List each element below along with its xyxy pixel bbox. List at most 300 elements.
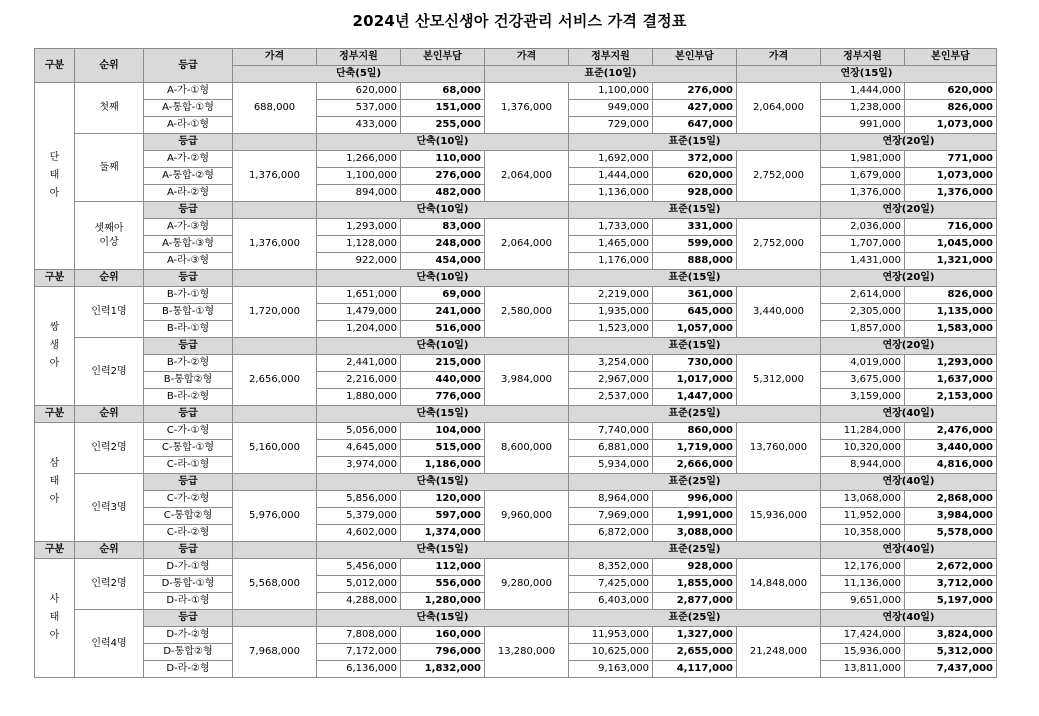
gov-support-cell: 922,000: [317, 253, 401, 270]
grade-cell: D-통합-①형: [144, 576, 233, 593]
self-pay-cell: 5,197,000: [905, 593, 997, 610]
grade-cell: B-통합-①형: [144, 304, 233, 321]
self-pay-cell: 826,000: [905, 100, 997, 117]
grade-cell: B-라-①형: [144, 321, 233, 338]
gov-support-cell: 12,176,000: [821, 559, 905, 576]
gov-support-cell: 8,944,000: [821, 457, 905, 474]
gov-support-cell: 1,479,000: [317, 304, 401, 321]
grade-cell: D-가-②형: [144, 627, 233, 644]
period-label: 단축(15일): [317, 474, 569, 491]
gov-support-cell: 949,000: [569, 100, 653, 117]
period-price-blank: [233, 338, 317, 355]
period-row: [35, 610, 997, 627]
grade-cell: A-가-③형: [144, 219, 233, 236]
gov-support-cell: 729,000: [569, 117, 653, 134]
self-pay-cell: 160,000: [401, 627, 485, 644]
self-pay-cell: 888,000: [653, 253, 737, 270]
price-cell: 1,376,000: [233, 151, 317, 202]
period-price-blank: [233, 406, 317, 423]
period-label: 단축(10일): [317, 134, 569, 151]
grade-cell: D-라-②형: [144, 661, 233, 678]
self-pay-cell: 1,376,000: [905, 185, 997, 202]
self-pay-cell: 5,312,000: [905, 644, 997, 661]
period-label: 표준(25일): [569, 542, 821, 559]
self-pay-cell: 515,000: [401, 440, 485, 457]
period-price-blank: [233, 610, 317, 627]
gov-support-cell: 433,000: [317, 117, 401, 134]
gov-support-cell: 5,856,000: [317, 491, 401, 508]
header-gov-support: 정부지원: [569, 49, 653, 66]
self-pay-cell: 1,327,000: [653, 627, 737, 644]
gov-support-cell: 1,651,000: [317, 287, 401, 304]
period-label: 연장(20일): [821, 202, 997, 219]
gov-support-cell: 1,238,000: [821, 100, 905, 117]
gov-support-cell: 8,352,000: [569, 559, 653, 576]
gov-support-cell: 1,100,000: [569, 83, 653, 100]
header-gov-support: 정부지원: [821, 49, 905, 66]
self-pay-cell: 1,073,000: [905, 117, 997, 134]
gov-support-cell: 537,000: [317, 100, 401, 117]
gov-support-cell: 2,305,000: [821, 304, 905, 321]
gov-support-cell: 5,379,000: [317, 508, 401, 525]
gov-support-cell: 1,176,000: [569, 253, 653, 270]
gov-support-cell: 7,425,000: [569, 576, 653, 593]
self-pay-cell: 361,000: [653, 287, 737, 304]
section-header-rank: 순위: [75, 406, 144, 423]
gov-support-cell: 6,403,000: [569, 593, 653, 610]
header-row: [35, 49, 997, 66]
self-pay-cell: 7,437,000: [905, 661, 997, 678]
gov-support-cell: 5,012,000: [317, 576, 401, 593]
self-pay-cell: 716,000: [905, 219, 997, 236]
period-label: 표준(15일): [569, 134, 821, 151]
period-row: [35, 474, 997, 491]
gov-support-cell: 1,981,000: [821, 151, 905, 168]
self-pay-cell: 2,153,000: [905, 389, 997, 406]
gov-support-cell: 620,000: [317, 83, 401, 100]
period-label: 표준(25일): [569, 406, 821, 423]
self-pay-cell: 2,868,000: [905, 491, 997, 508]
header-period-short: 단축(5일): [233, 66, 485, 83]
period-label: 연장(40일): [821, 406, 997, 423]
self-pay-cell: 928,000: [653, 185, 737, 202]
gov-support-cell: 1,431,000: [821, 253, 905, 270]
table-row: [35, 559, 997, 576]
self-pay-cell: 112,000: [401, 559, 485, 576]
gov-support-cell: 5,056,000: [317, 423, 401, 440]
gov-support-cell: 1,692,000: [569, 151, 653, 168]
gov-support-cell: 1,880,000: [317, 389, 401, 406]
period-label: 표준(15일): [569, 270, 821, 287]
gov-support-cell: 1,733,000: [569, 219, 653, 236]
header-grade: 등급: [144, 49, 233, 83]
price-cell: 1,720,000: [233, 287, 317, 338]
price-cell: 2,752,000: [737, 151, 821, 202]
price-cell: 14,848,000: [737, 559, 821, 610]
rank-cell: 둘째: [75, 134, 144, 202]
price-cell: 2,580,000: [485, 287, 569, 338]
price-cell: 2,656,000: [233, 355, 317, 406]
period-row-grade: 등급: [144, 202, 233, 219]
self-pay-cell: 516,000: [401, 321, 485, 338]
self-pay-cell: 331,000: [653, 219, 737, 236]
self-pay-cell: 1,135,000: [905, 304, 997, 321]
section-header-rank: 순위: [75, 270, 144, 287]
self-pay-cell: 1,637,000: [905, 372, 997, 389]
gov-support-cell: 1,857,000: [821, 321, 905, 338]
price-cell: 2,064,000: [737, 83, 821, 134]
period-price-blank: [233, 270, 317, 287]
category-cell: 사 태 아: [35, 559, 75, 678]
gov-support-cell: 4,288,000: [317, 593, 401, 610]
self-pay-cell: 151,000: [401, 100, 485, 117]
self-pay-cell: 796,000: [401, 644, 485, 661]
self-pay-cell: 4,816,000: [905, 457, 997, 474]
self-pay-cell: 215,000: [401, 355, 485, 372]
gov-support-cell: 3,675,000: [821, 372, 905, 389]
period-label: 단축(15일): [317, 406, 569, 423]
gov-support-cell: 1,707,000: [821, 236, 905, 253]
grade-cell: B-라-②형: [144, 389, 233, 406]
period-label: 연장(40일): [821, 610, 997, 627]
section-header-gubun: 구분: [35, 542, 75, 559]
self-pay-cell: 1,321,000: [905, 253, 997, 270]
grade-cell: C-통합②형: [144, 508, 233, 525]
price-cell: 13,280,000: [485, 627, 569, 678]
self-pay-cell: 2,877,000: [653, 593, 737, 610]
section-header-grade: 등급: [144, 270, 233, 287]
grade-cell: B-가-①형: [144, 287, 233, 304]
grade-cell: C-라-①형: [144, 457, 233, 474]
price-cell: 15,936,000: [737, 491, 821, 542]
period-label: 연장(20일): [821, 134, 997, 151]
self-pay-cell: 647,000: [653, 117, 737, 134]
gov-support-cell: 9,651,000: [821, 593, 905, 610]
price-cell: 9,960,000: [485, 491, 569, 542]
self-pay-cell: 556,000: [401, 576, 485, 593]
self-pay-cell: 645,000: [653, 304, 737, 321]
gov-support-cell: 15,936,000: [821, 644, 905, 661]
period-label: 표준(25일): [569, 610, 821, 627]
period-label: 연장(20일): [821, 270, 997, 287]
table-row: [35, 287, 997, 304]
period-row-grade: 등급: [144, 474, 233, 491]
gov-support-cell: 1,136,000: [569, 185, 653, 202]
header-price: 가격: [233, 49, 317, 66]
grade-cell: B-통합②형: [144, 372, 233, 389]
grade-cell: A-가-①형: [144, 83, 233, 100]
self-pay-cell: 5,578,000: [905, 525, 997, 542]
price-cell: 3,440,000: [737, 287, 821, 338]
gov-support-cell: 6,136,000: [317, 661, 401, 678]
price-cell: 1,376,000: [485, 83, 569, 134]
section-header-gubun: 구분: [35, 270, 75, 287]
self-pay-cell: 771,000: [905, 151, 997, 168]
self-pay-cell: 2,672,000: [905, 559, 997, 576]
self-pay-cell: 440,000: [401, 372, 485, 389]
self-pay-cell: 597,000: [401, 508, 485, 525]
period-row: [35, 202, 997, 219]
price-cell: 13,760,000: [737, 423, 821, 474]
self-pay-cell: 1,057,000: [653, 321, 737, 338]
period-label: 연장(40일): [821, 542, 997, 559]
self-pay-cell: 2,476,000: [905, 423, 997, 440]
grade-cell: A-라-①형: [144, 117, 233, 134]
period-label: 단축(10일): [317, 202, 569, 219]
gov-support-cell: 8,964,000: [569, 491, 653, 508]
self-pay-cell: 826,000: [905, 287, 997, 304]
price-cell: 2,064,000: [485, 151, 569, 202]
self-pay-cell: 1,991,000: [653, 508, 737, 525]
price-table: [34, 48, 997, 678]
self-pay-cell: 2,666,000: [653, 457, 737, 474]
gov-support-cell: 1,523,000: [569, 321, 653, 338]
self-pay-cell: 104,000: [401, 423, 485, 440]
grade-cell: C-라-②형: [144, 525, 233, 542]
self-pay-cell: 1,374,000: [401, 525, 485, 542]
table-row: [35, 491, 997, 508]
self-pay-cell: 730,000: [653, 355, 737, 372]
gov-support-cell: 7,740,000: [569, 423, 653, 440]
gov-support-cell: 6,872,000: [569, 525, 653, 542]
page-title: 2024년 산모신생아 건강관리 서비스 가격 결정표: [352, 12, 687, 30]
price-cell: 5,160,000: [233, 423, 317, 474]
self-pay-cell: 120,000: [401, 491, 485, 508]
gov-support-cell: 1,100,000: [317, 168, 401, 185]
self-pay-cell: 1,017,000: [653, 372, 737, 389]
period-price-blank: [233, 542, 317, 559]
gov-support-cell: 11,136,000: [821, 576, 905, 593]
self-pay-cell: 860,000: [653, 423, 737, 440]
period-row: [35, 134, 997, 151]
self-pay-cell: 996,000: [653, 491, 737, 508]
category-cell: 쌍 생 아: [35, 287, 75, 406]
table-row: [35, 627, 997, 644]
rank-cell: 인력3명: [75, 474, 144, 542]
period-label: 단축(10일): [317, 338, 569, 355]
table-row: [35, 355, 997, 372]
gov-support-cell: 11,284,000: [821, 423, 905, 440]
self-pay-cell: 3,712,000: [905, 576, 997, 593]
header-price: 가격: [485, 49, 569, 66]
gov-support-cell: 11,952,000: [821, 508, 905, 525]
gov-support-cell: 1,465,000: [569, 236, 653, 253]
period-label: 단축(15일): [317, 542, 569, 559]
period-label: 연장(40일): [821, 474, 997, 491]
section-header-row: [35, 406, 997, 423]
gov-support-cell: 7,172,000: [317, 644, 401, 661]
gov-support-cell: 2,967,000: [569, 372, 653, 389]
grade-cell: A-통합-②형: [144, 168, 233, 185]
self-pay-cell: 1,583,000: [905, 321, 997, 338]
grade-cell: C-가-②형: [144, 491, 233, 508]
self-pay-cell: 599,000: [653, 236, 737, 253]
self-pay-cell: 2,655,000: [653, 644, 737, 661]
table-row: [35, 423, 997, 440]
gov-support-cell: 10,625,000: [569, 644, 653, 661]
header-gov-support: 정부지원: [317, 49, 401, 66]
period-label: 연장(20일): [821, 338, 997, 355]
self-pay-cell: 620,000: [905, 83, 997, 100]
gov-support-cell: 7,808,000: [317, 627, 401, 644]
self-pay-cell: 1,447,000: [653, 389, 737, 406]
grade-cell: A-통합-①형: [144, 100, 233, 117]
period-label: 단축(10일): [317, 270, 569, 287]
gov-support-cell: 2,441,000: [317, 355, 401, 372]
period-row-grade: 등급: [144, 610, 233, 627]
period-label: 표준(25일): [569, 474, 821, 491]
self-pay-cell: 3,984,000: [905, 508, 997, 525]
gov-support-cell: 2,036,000: [821, 219, 905, 236]
gov-support-cell: 991,000: [821, 117, 905, 134]
self-pay-cell: 1,719,000: [653, 440, 737, 457]
price-cell: 5,312,000: [737, 355, 821, 406]
section-header-row: [35, 542, 997, 559]
gov-support-cell: 5,934,000: [569, 457, 653, 474]
gov-support-cell: 5,456,000: [317, 559, 401, 576]
rank-cell: 첫째: [75, 83, 144, 134]
gov-support-cell: 894,000: [317, 185, 401, 202]
price-cell: 3,984,000: [485, 355, 569, 406]
header-rank: 순위: [75, 49, 144, 83]
section-header-rank: 순위: [75, 542, 144, 559]
period-row-grade: 등급: [144, 134, 233, 151]
gov-support-cell: 2,216,000: [317, 372, 401, 389]
gov-support-cell: 1,204,000: [317, 321, 401, 338]
price-cell: 2,064,000: [485, 219, 569, 270]
gov-support-cell: 13,811,000: [821, 661, 905, 678]
grade-cell: B-가-②형: [144, 355, 233, 372]
self-pay-cell: 3,088,000: [653, 525, 737, 542]
self-pay-cell: 276,000: [401, 168, 485, 185]
grade-cell: A-라-③형: [144, 253, 233, 270]
self-pay-cell: 1,832,000: [401, 661, 485, 678]
price-cell: 7,968,000: [233, 627, 317, 678]
self-pay-cell: 482,000: [401, 185, 485, 202]
category-cell: 삼 태 아: [35, 423, 75, 542]
header-period-extended: 연장(15일): [737, 66, 997, 83]
gov-support-cell: 1,444,000: [821, 83, 905, 100]
period-row: [35, 338, 997, 355]
category-cell: 단 태 아: [35, 83, 75, 270]
gov-support-cell: 1,266,000: [317, 151, 401, 168]
gov-support-cell: 10,358,000: [821, 525, 905, 542]
self-pay-cell: 255,000: [401, 117, 485, 134]
section-header-grade: 등급: [144, 542, 233, 559]
self-pay-cell: 68,000: [401, 83, 485, 100]
section-header-grade: 등급: [144, 406, 233, 423]
period-price-blank: [233, 134, 317, 151]
gov-support-cell: 9,163,000: [569, 661, 653, 678]
grade-cell: C-통합-①형: [144, 440, 233, 457]
gov-support-cell: 2,614,000: [821, 287, 905, 304]
self-pay-cell: 3,440,000: [905, 440, 997, 457]
self-pay-cell: 248,000: [401, 236, 485, 253]
self-pay-cell: 776,000: [401, 389, 485, 406]
gov-support-cell: 13,068,000: [821, 491, 905, 508]
header-price: 가격: [737, 49, 821, 66]
header-self-pay: 본인부담: [653, 49, 737, 66]
rank-cell: 인력4명: [75, 610, 144, 678]
self-pay-cell: 372,000: [653, 151, 737, 168]
self-pay-cell: 1,186,000: [401, 457, 485, 474]
self-pay-cell: 454,000: [401, 253, 485, 270]
period-label: 단축(15일): [317, 610, 569, 627]
gov-support-cell: 4,645,000: [317, 440, 401, 457]
price-cell: 688,000: [233, 83, 317, 134]
grade-cell: A-라-②형: [144, 185, 233, 202]
period-label: 표준(15일): [569, 202, 821, 219]
gov-support-cell: 3,974,000: [317, 457, 401, 474]
price-cell: 5,976,000: [233, 491, 317, 542]
gov-support-cell: 7,969,000: [569, 508, 653, 525]
price-cell: 8,600,000: [485, 423, 569, 474]
self-pay-cell: 69,000: [401, 287, 485, 304]
rank-cell: 인력2명: [75, 423, 144, 474]
rank-cell: 인력2명: [75, 338, 144, 406]
grade-cell: D-가-①형: [144, 559, 233, 576]
gov-support-cell: 4,019,000: [821, 355, 905, 372]
self-pay-cell: 3,824,000: [905, 627, 997, 644]
grade-cell: C-가-①형: [144, 423, 233, 440]
gov-support-cell: 11,953,000: [569, 627, 653, 644]
self-pay-cell: 4,117,000: [653, 661, 737, 678]
self-pay-cell: 1,045,000: [905, 236, 997, 253]
gov-support-cell: 2,219,000: [569, 287, 653, 304]
gov-support-cell: 1,293,000: [317, 219, 401, 236]
grade-cell: D-통합②형: [144, 644, 233, 661]
price-cell: 5,568,000: [233, 559, 317, 610]
gov-support-cell: 2,537,000: [569, 389, 653, 406]
self-pay-cell: 241,000: [401, 304, 485, 321]
rank-cell: 셋째아 이상: [75, 202, 144, 270]
self-pay-cell: 1,293,000: [905, 355, 997, 372]
grade-cell: A-통합-③형: [144, 236, 233, 253]
self-pay-cell: 1,280,000: [401, 593, 485, 610]
price-cell: 21,248,000: [737, 627, 821, 678]
period-price-blank: [233, 202, 317, 219]
rank-cell: 인력1명: [75, 287, 144, 338]
price-table-body: [35, 49, 997, 678]
self-pay-cell: 928,000: [653, 559, 737, 576]
gov-support-cell: 10,320,000: [821, 440, 905, 457]
table-row: [35, 151, 997, 168]
self-pay-cell: 1,855,000: [653, 576, 737, 593]
header-self-pay: 본인부담: [905, 49, 997, 66]
table-row: [35, 83, 997, 100]
self-pay-cell: 1,073,000: [905, 168, 997, 185]
gov-support-cell: 17,424,000: [821, 627, 905, 644]
self-pay-cell: 427,000: [653, 100, 737, 117]
gov-support-cell: 1,376,000: [821, 185, 905, 202]
period-price-blank: [233, 474, 317, 491]
self-pay-cell: 83,000: [401, 219, 485, 236]
self-pay-cell: 276,000: [653, 83, 737, 100]
self-pay-cell: 110,000: [401, 151, 485, 168]
period-row-grade: 등급: [144, 338, 233, 355]
grade-cell: D-라-①형: [144, 593, 233, 610]
section-header-row: [35, 270, 997, 287]
gov-support-cell: 3,159,000: [821, 389, 905, 406]
self-pay-cell: 620,000: [653, 168, 737, 185]
section-header-gubun: 구분: [35, 406, 75, 423]
price-cell: 2,752,000: [737, 219, 821, 270]
price-cell: 1,376,000: [233, 219, 317, 270]
gov-support-cell: 1,935,000: [569, 304, 653, 321]
header-gubun: 구분: [35, 49, 75, 83]
header-period-standard: 표준(10일): [485, 66, 737, 83]
gov-support-cell: 6,881,000: [569, 440, 653, 457]
